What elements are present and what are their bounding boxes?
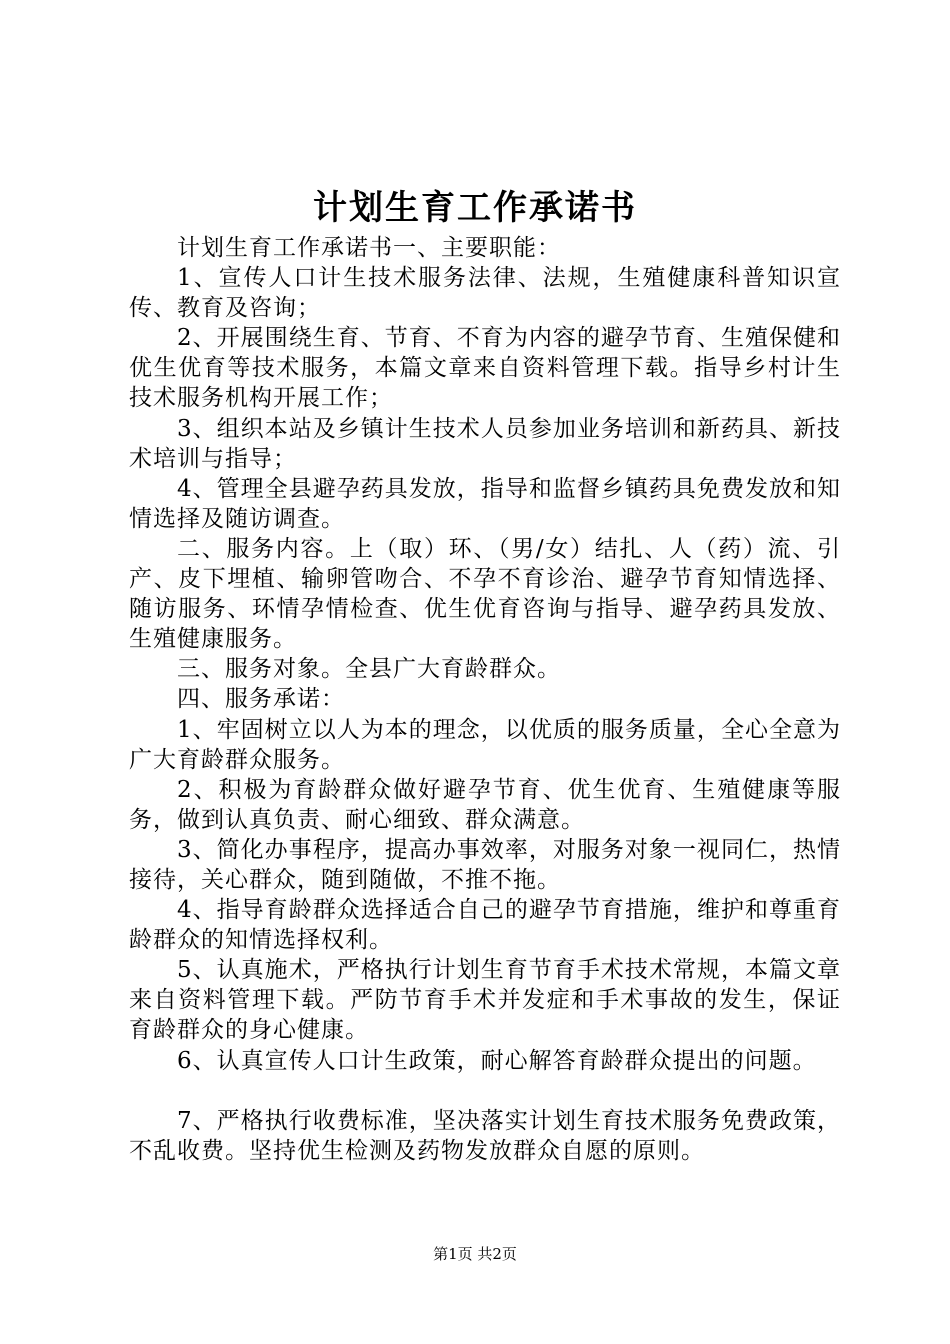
paragraph-commitment-2: 2、积极为育龄群众做好避孕节育、优生优育、生殖健康等服务，做到认真负责、耐心细致、群众满意。 <box>129 776 841 833</box>
paragraph-commitment-1: 1、牢固树立以人为本的理念，以优质的服务质量，全心全意为广大育龄群众服务。 <box>129 716 841 773</box>
paragraph-service-target: 三、服务对象。全县广大育龄群众。 <box>177 656 561 683</box>
paragraph-intro: 计划生育工作承诺书一、主要职能： <box>177 235 561 261</box>
document-title: 计划生育工作承诺书 <box>313 188 637 228</box>
paragraph-function-1: 1、宣传人口计生技术服务法律、法规，生殖健康科普知识宣传、教育及咨询； <box>129 265 841 322</box>
paragraph-commitment-6: 6、认真宣传人口计生政策，耐心解答育龄群众提出的问题。 <box>177 1047 817 1074</box>
paragraph-commitment-3: 3、简化办事程序，提高办事效率，对服务对象一视同仁，热情接待，关心群众，随到随做，不推不拖。 <box>129 836 841 893</box>
paragraph-service-commitment-heading: 四、服务承诺： <box>177 686 345 713</box>
paragraph-commitment-7: 7、严格执行收费标准，坚决落实计划生育技术服务免费政策，不乱收费。坚持优生检测及药物发放群众自愿的原则。 <box>129 1107 841 1164</box>
paragraph-function-4: 4、管理全县避孕药具发放，指导和监督乡镇药具免费发放和知情选择及随访调查。 <box>129 475 841 532</box>
paragraph-commitment-4: 4、指导育龄群众选择适合自己的避孕节育措施，维护和尊重育龄群众的知情选择权利。 <box>129 897 841 954</box>
paragraph-commitment-5: 5、认真施术，严格执行计划生育节育手术技术常规，本篇文章来自资料管理下载。严防节育手术并发症和手术事故的发生，保证育龄群众的身心健康。 <box>129 957 841 1044</box>
page-number-footer: 第1页 共2页 <box>433 1245 517 1263</box>
paragraph-function-2: 2、开展围绕生育、节育、不育为内容的避孕节育、生殖保健和优生优育等技术服务，本篇文章来自资料管理下载。指导乡村计生技术服务机构开展工作； <box>129 325 841 412</box>
document-body <box>129 233 841 1166</box>
paragraph-service-content: 二、服务内容。上（取）环、（男/女）结扎、人（药）流、引产、皮下埋植、输卵管吻合、不孕不育诊治、避孕节育知情选择、随访服务、环情孕情检查、优生优育咨询与指导、避孕药具发放、生殖健康服务。 <box>129 535 841 653</box>
paragraph-function-3: 3、组织本站及乡镇计生技术人员参加业务培训和新药具、新技术培训与指导； <box>129 415 841 472</box>
